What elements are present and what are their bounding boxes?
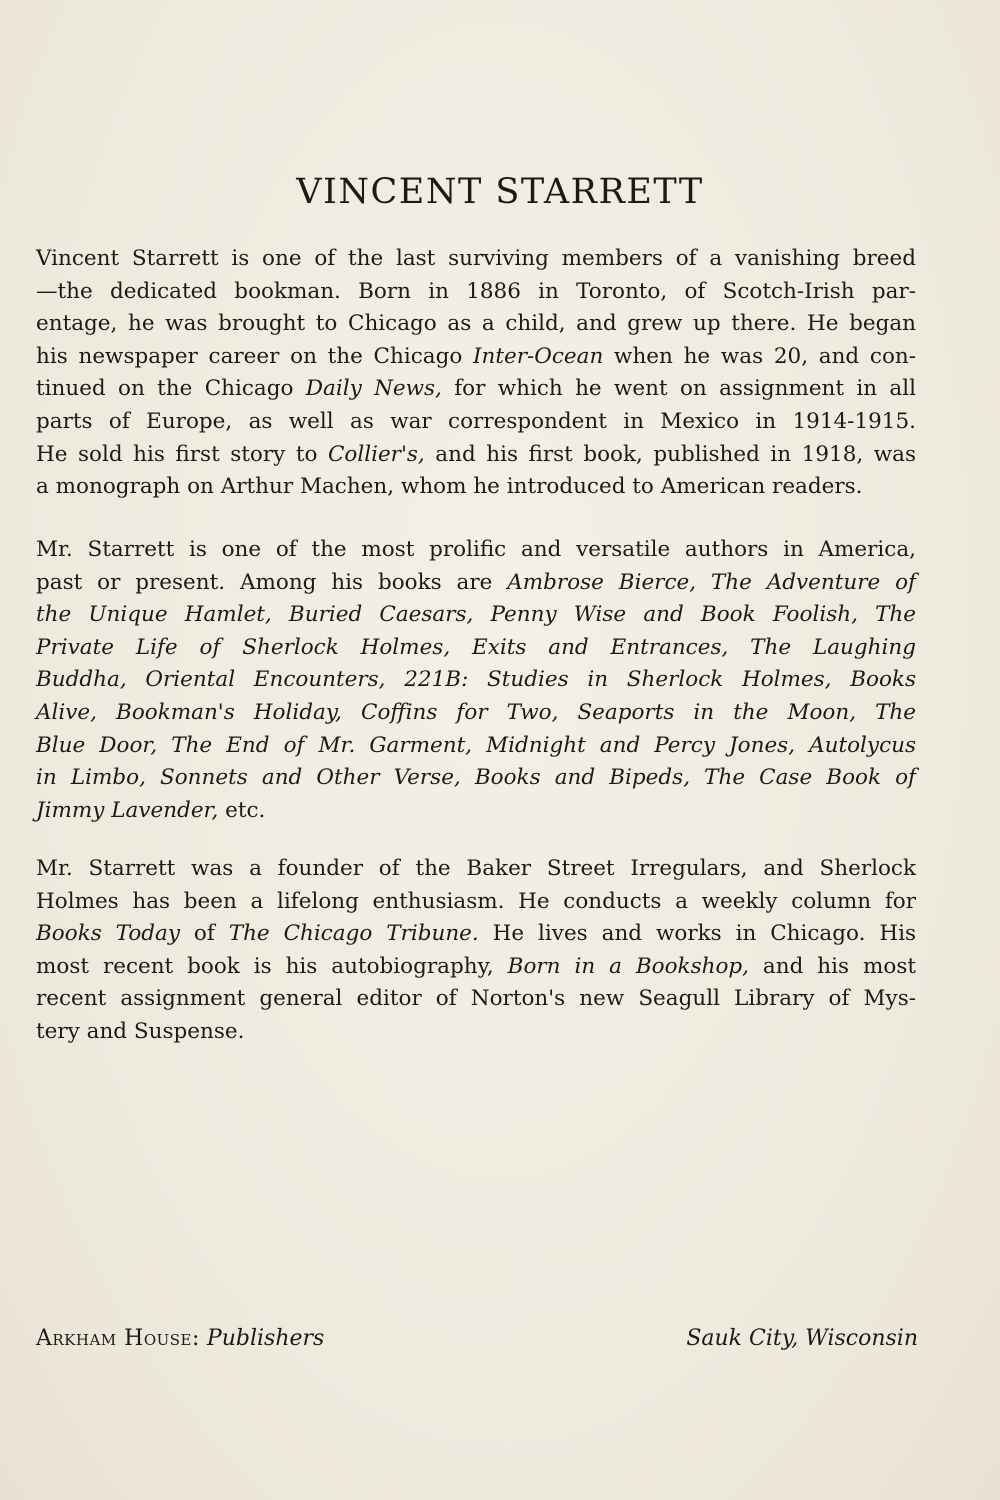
body-text: Mr. Starrett was a founder of the Baker Street Irregulars, and Sherlock [36, 856, 916, 881]
body-text: He sold his first story to [36, 441, 328, 467]
body-text: and his most [749, 953, 916, 979]
p2-line [36, 664, 916, 697]
p2-line [36, 795, 916, 828]
body-text: Mr. Starrett is one of the most prolific and versatile authors in America, [36, 537, 916, 562]
p2-line [36, 534, 916, 567]
p3-line [36, 918, 916, 951]
p3-line [36, 1016, 916, 1049]
body-text: past or present. Among his books are [36, 569, 508, 595]
italic-title-text: Inter-Ocean [473, 343, 604, 369]
p1-line [36, 308, 916, 341]
body-text: and his first book, published in 1918, was [424, 441, 916, 467]
body-text: tinued on the Chicago [36, 376, 306, 402]
body-text: Holmes has been a lifelong enthusiasm. He conducts a weekly column for [36, 888, 916, 914]
p2-line [36, 730, 916, 763]
italic-title-text: Born in a Bookshop, [507, 953, 749, 979]
body-text: He lives and works in Chicago. His [478, 921, 916, 947]
italic-title-text: Alive, Bookman's Holiday, Coffins for Two, Seaports in the Moon, The [36, 699, 916, 725]
p1-line [36, 341, 916, 374]
p1-line [36, 243, 916, 276]
italic-title-text: Daily News, [305, 376, 442, 402]
body-text: Vincent Starrett is one of the last surviving members of a vanishing breed [36, 246, 916, 271]
italic-title-text: Buddha, Oriental Encounters, 221B: Studies in Sherlock Holmes, Books [36, 667, 916, 693]
p3-line [36, 951, 916, 984]
body-text: most recent book is his autobiography, [36, 953, 508, 979]
body-text: of [180, 921, 229, 947]
p1-line [36, 373, 916, 406]
p1-line [36, 471, 916, 504]
p2-line [36, 697, 916, 730]
italic-title-text: Books Today [36, 921, 181, 947]
italic-title-text: Blue Door, The End of Mr. Garment, Midnight and Percy Jones, Autolycus [36, 732, 916, 758]
biography-paragraph-3 [36, 853, 916, 1049]
biography-paragraph-1 [36, 243, 916, 504]
body-text: parts of Europe, as well as war correspondent in Mexico in 1914-1915. [36, 408, 916, 434]
body-text: for which he went on assignment in all [441, 376, 916, 402]
italic-title-text: Collier's, [327, 441, 425, 467]
publisher-imprint [36, 1326, 324, 1351]
p2-line [36, 567, 916, 600]
p1-line [36, 439, 916, 472]
body-text: tery and Suspense. [36, 1018, 245, 1044]
body-text: when he was 20, and con- [603, 343, 916, 369]
p2-line [36, 762, 916, 795]
italic-title-text: the Unique Hamlet, Buried Caesars, Penny Wise and Book Foolish, The [36, 602, 916, 628]
italic-title-text: Jimmy Lavender, [36, 797, 219, 823]
publisher-name: Arkham House: [36, 1326, 200, 1351]
publisher-suffix: Publishers [206, 1326, 325, 1351]
body-text: recent assignment general editor of Norton's new Seagull Library of Mys- [36, 986, 916, 1012]
italic-title-text: Private Life of Sherlock Holmes, Exits and Entrances, The Laughing [36, 634, 916, 660]
body-text: —the dedicated bookman. Born in 1886 in Toronto, of Scotch-Irish par- [36, 278, 916, 304]
body-text: a monograph on Arthur Machen, whom he introduced to American readers. [36, 474, 863, 500]
body-text: entage, he was brought to Chicago as a child, and grew up there. He began [36, 311, 916, 337]
p3-line [36, 886, 916, 919]
italic-title-text: The Chicago Tribune. [228, 921, 479, 947]
publisher-location: Sauk City, Wisconsin [686, 1326, 918, 1351]
p1-line [36, 406, 916, 439]
italic-title-text: Ambrose Bierce, The Adventure of [507, 569, 916, 595]
italic-title-text: in Limbo, Sonnets and Other Verse, Books and Bipeds, The Case Book of [36, 765, 916, 791]
p1-line [36, 276, 916, 309]
page-title: VINCENT STARRETT [296, 172, 704, 212]
p3-line [36, 983, 916, 1016]
p2-line [36, 632, 916, 665]
bibliography-paragraph [36, 534, 916, 827]
p3-line [36, 853, 916, 886]
body-text: his newspaper career on the Chicago [36, 343, 474, 369]
p2-line [36, 599, 916, 632]
body-text: etc. [218, 797, 266, 823]
